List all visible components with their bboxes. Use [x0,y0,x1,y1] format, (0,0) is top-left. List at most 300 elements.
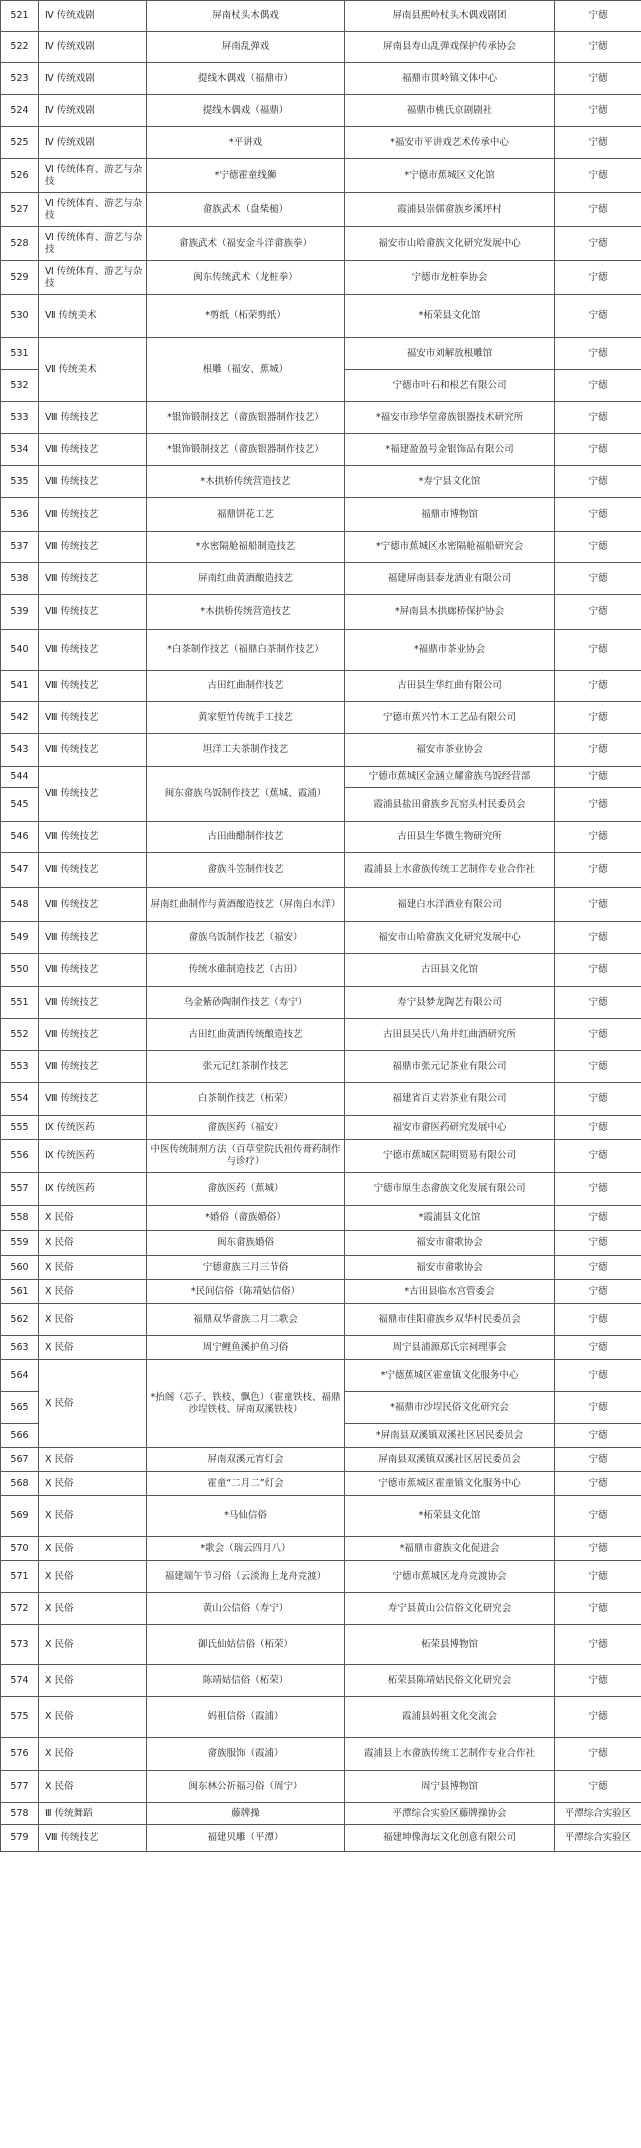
region-cell: 宁德 [555,1083,641,1116]
row-number-cell: 538 [1,563,39,595]
item-name-cell: 屏南杖头木偶戏 [147,1,345,32]
item-name-cell: *宁德霍童线狮 [147,159,345,193]
row-number-cell: 548 [1,888,39,922]
category-cell: Ⅷ 传统技艺 [39,954,147,987]
category-cell: Ⅷ 传统技艺 [39,402,147,434]
region-cell: 宁德 [555,1019,641,1051]
category-cell: Ⅳ 传统戏剧 [39,32,147,63]
row-number-cell: 546 [1,822,39,853]
table-row [1,159,641,193]
region-cell: 宁德 [555,193,641,227]
table-row [1,922,641,954]
row-number-cell: 532 [1,370,39,402]
protection-unit-cell: 霞浦县妈祖文化交流会 [345,1697,555,1738]
item-name-cell: 霍童“二月二”灯会 [147,1472,345,1496]
region-cell: 宁德 [555,63,641,95]
region-cell: 宁德 [555,1360,641,1392]
row-number-cell: 544 [1,767,39,788]
table-row [1,1206,641,1231]
protection-unit-cell: 宁德市龙桩拳协会 [345,261,555,295]
protection-unit-cell: 古田县生华微生物研究所 [345,822,555,853]
protection-unit-cell: 福安市畲歌协会 [345,1256,555,1280]
table-row [1,1561,641,1593]
table-row [1,1697,641,1738]
item-name-cell: 根雕（福安、蕉城） [147,338,345,402]
row-number-cell: 556 [1,1140,39,1173]
row-number-cell: 554 [1,1083,39,1116]
protection-unit-cell: 福建屏南县泰龙酒业有限公司 [345,563,555,595]
protection-unit-cell: 福安市山哈畲族文化研究发展中心 [345,227,555,261]
row-number-cell: 525 [1,127,39,159]
table-row [1,1,641,32]
protection-unit-cell: *福鼎市畲族文化促进会 [345,1537,555,1561]
row-number-cell: 541 [1,671,39,702]
category-cell: Ⅳ 传统戏剧 [39,1,147,32]
region-cell: 宁德 [555,1625,641,1665]
table-row [1,1771,641,1803]
category-cell: Ⅶ 传统美术 [39,295,147,338]
protection-unit-cell: 福鼎市贯岭镇文体中心 [345,63,555,95]
table-row [1,532,641,563]
protection-unit-cell: 福鼎市张元记茶业有限公司 [345,1051,555,1083]
protection-unit-cell: 福安市刘解放根雕馆 [345,338,555,370]
item-name-cell: *白茶制作技艺（福鼎白茶制作技艺） [147,630,345,671]
protection-unit-cell: 古田县生华红曲有限公司 [345,671,555,702]
row-number-cell: 526 [1,159,39,193]
region-cell: 宁德 [555,1537,641,1561]
table-row [1,1625,641,1665]
category-cell: Ⅹ 民俗 [39,1697,147,1738]
table-row [1,498,641,532]
table-row [1,1231,641,1256]
category-cell: Ⅹ 民俗 [39,1360,147,1448]
row-number-cell: 570 [1,1537,39,1561]
region-cell: 宁德 [555,295,641,338]
region-cell: 宁德 [555,1206,641,1231]
item-name-cell: 提线木偶戏（福鼎） [147,95,345,127]
category-cell: Ⅹ 民俗 [39,1665,147,1697]
table-row [1,1803,641,1825]
category-cell: Ⅶ 传统美术 [39,338,147,402]
item-name-cell: 畲族斗笠制作技艺 [147,853,345,888]
table-row [1,1738,641,1771]
region-cell: 宁德 [555,954,641,987]
protection-unit-cell: 福安市畲歌协会 [345,1231,555,1256]
category-cell: Ⅷ 传统技艺 [39,630,147,671]
category-cell: Ⅷ 传统技艺 [39,822,147,853]
category-cell: Ⅷ 传统技艺 [39,563,147,595]
table-row [1,822,641,853]
table-row [1,63,641,95]
protection-unit-cell: 宁德市蕉城区龙舟竞渡协会 [345,1561,555,1593]
category-cell: Ⅹ 民俗 [39,1280,147,1304]
row-number-cell: 574 [1,1665,39,1697]
table-row [1,1140,641,1173]
row-number-cell: 536 [1,498,39,532]
category-cell: Ⅹ 民俗 [39,1231,147,1256]
protection-unit-cell: 周宁县浦源郑氏宗祠理事会 [345,1336,555,1360]
item-name-cell: 妈祖信俗（霞浦） [147,1697,345,1738]
table-row [1,95,641,127]
category-cell: Ⅸ 传统医药 [39,1173,147,1206]
region-cell: 宁德 [555,734,641,767]
item-name-cell: 屏南红曲黄酒酿造技艺 [147,563,345,595]
item-name-cell: *剪纸（柘荣剪纸） [147,295,345,338]
row-number-cell: 579 [1,1825,39,1852]
table-row [1,193,641,227]
item-name-cell: 福建贝雕（平潭） [147,1825,345,1852]
item-name-cell: 畲族医药（蕉城） [147,1173,345,1206]
category-cell: Ⅹ 民俗 [39,1472,147,1496]
protection-unit-cell: 屏南县双溪镇双溪社区居民委员会 [345,1448,555,1472]
item-name-cell: *马仙信俗 [147,1496,345,1537]
item-name-cell: 张元记红茶制作技艺 [147,1051,345,1083]
region-cell: 宁德 [555,261,641,295]
category-cell: Ⅷ 传统技艺 [39,888,147,922]
item-name-cell: *婚俗（畲族婚俗） [147,1206,345,1231]
row-number-cell: 521 [1,1,39,32]
protection-unit-cell: *寿宁县文化馆 [345,466,555,498]
protection-unit-cell: 宁德市原生态畲族文化发展有限公司 [345,1173,555,1206]
category-cell: Ⅷ 传统技艺 [39,1825,147,1852]
table-row [1,630,641,671]
table-row [1,595,641,630]
category-cell: Ⅷ 传统技艺 [39,853,147,888]
category-cell: Ⅳ 传统戏剧 [39,127,147,159]
item-name-cell: *歌会（瑞云四月八） [147,1537,345,1561]
protection-unit-cell: *屏南县木拱廊桥保护协会 [345,595,555,630]
row-number-cell: 564 [1,1360,39,1392]
protection-unit-cell: *宁德市蕉城区水密隔舱福船研究会 [345,532,555,563]
item-name-cell: 畲族武术（福安金斗洋畲族拳） [147,227,345,261]
region-cell: 宁德 [555,822,641,853]
row-number-cell: 561 [1,1280,39,1304]
category-cell: Ⅹ 民俗 [39,1771,147,1803]
protection-unit-cell: *柘荣县文化馆 [345,1496,555,1537]
category-cell: Ⅳ 传统戏剧 [39,63,147,95]
item-name-cell: 黄家堑竹传统手工技艺 [147,702,345,734]
item-name-cell: 福建端午节习俗（云淡海上龙舟竞渡） [147,1561,345,1593]
region-cell: 宁德 [555,1140,641,1173]
region-cell: 宁德 [555,767,641,788]
item-name-cell: 坦洋工夫茶制作技艺 [147,734,345,767]
row-number-cell: 576 [1,1738,39,1771]
table-row [1,671,641,702]
row-number-cell: 568 [1,1472,39,1496]
protection-unit-cell: 霞浦县崇儒畲族乡溪坪村 [345,193,555,227]
table-row [1,954,641,987]
protection-unit-cell: *福鼎市沙埕民俗文化研究会 [345,1392,555,1424]
item-name-cell: 传统水碓制造技艺（古田） [147,954,345,987]
item-name-cell: *抬阁（芯子、铁枝、飘色）（霍童铁枝、福鼎沙埕铁枝、屏南双溪铁枝） [147,1360,345,1448]
category-cell: Ⅷ 传统技艺 [39,1051,147,1083]
region-cell: 宁德 [555,227,641,261]
protection-unit-cell: 福鼎市佳阳畲族乡双华村民委员会 [345,1304,555,1336]
protection-unit-cell: 古田县文化馆 [345,954,555,987]
region-cell: 宁德 [555,32,641,63]
protection-unit-cell: *福安市平讲戏艺术传承中心 [345,127,555,159]
item-name-cell: 畲族乌饭制作技艺（福安） [147,922,345,954]
row-number-cell: 565 [1,1392,39,1424]
table-row [1,1116,641,1140]
protection-unit-cell: 周宁县博物馆 [345,1771,555,1803]
table-row [1,1280,641,1304]
region-cell: 宁德 [555,788,641,822]
category-cell: Ⅷ 传统技艺 [39,595,147,630]
protection-unit-cell: 福鼎市桃氏京剧剧社 [345,95,555,127]
protection-unit-cell: 福鼎市博物馆 [345,498,555,532]
region-cell: 宁德 [555,1561,641,1593]
protection-unit-cell: *屏南县双溪镇双溪社区居民委员会 [345,1424,555,1448]
item-name-cell: *银饰锻制技艺（畲族银器制作技艺） [147,402,345,434]
protection-unit-cell: 寿宁县黄山公信俗文化研究会 [345,1593,555,1625]
table-row [1,1019,641,1051]
item-name-cell: 古田红曲黄酒传统酿造技艺 [147,1019,345,1051]
table-row [1,1360,641,1392]
protection-unit-cell: *古田县临水宫管委会 [345,1280,555,1304]
row-number-cell: 577 [1,1771,39,1803]
protection-unit-cell: 古田县吴氏八角井红曲酒研究所 [345,1019,555,1051]
category-cell: Ⅹ 民俗 [39,1537,147,1561]
region-cell: 宁德 [555,1,641,32]
row-number-cell: 522 [1,32,39,63]
row-number-cell: 542 [1,702,39,734]
item-name-cell: 屏南乱弹戏 [147,32,345,63]
category-cell: Ⅹ 民俗 [39,1625,147,1665]
row-number-cell: 531 [1,338,39,370]
category-cell: Ⅲ 传统舞蹈 [39,1803,147,1825]
category-cell: Ⅹ 民俗 [39,1593,147,1625]
item-name-cell: *木拱桥传统营造技艺 [147,466,345,498]
region-cell: 宁德 [555,1392,641,1424]
table-row [1,888,641,922]
item-name-cell: 黄山公信俗（寿宁） [147,1593,345,1625]
row-number-cell: 529 [1,261,39,295]
item-name-cell: *水密隔舱福船制造技艺 [147,532,345,563]
item-name-cell: 畲族武术（盘柴槌） [147,193,345,227]
item-name-cell: *银饰锻制技艺（畲族银器制作技艺） [147,434,345,466]
row-number-cell: 566 [1,1424,39,1448]
row-number-cell: 557 [1,1173,39,1206]
table-row [1,1256,641,1280]
row-number-cell: 572 [1,1593,39,1625]
category-cell: Ⅹ 民俗 [39,1738,147,1771]
category-cell: Ⅷ 传统技艺 [39,734,147,767]
protection-unit-cell: 宁德市蕉城区金涵立耀畲族乌饭经营部 [345,767,555,788]
row-number-cell: 545 [1,788,39,822]
region-cell: 宁德 [555,1051,641,1083]
category-cell: Ⅷ 传统技艺 [39,498,147,532]
row-number-cell: 578 [1,1803,39,1825]
row-number-cell: 530 [1,295,39,338]
region-cell: 宁德 [555,370,641,402]
row-number-cell: 552 [1,1019,39,1051]
table-row [1,1336,641,1360]
region-cell: 宁德 [555,1304,641,1336]
protection-unit-cell: 福建坤像海坛文化创意有限公司 [345,1825,555,1852]
category-cell: Ⅷ 传统技艺 [39,671,147,702]
item-name-cell: 古田红曲制作技艺 [147,671,345,702]
region-cell: 宁德 [555,922,641,954]
row-number-cell: 575 [1,1697,39,1738]
item-name-cell: 白茶制作技艺（柘荣） [147,1083,345,1116]
region-cell: 宁德 [555,595,641,630]
row-number-cell: 562 [1,1304,39,1336]
region-cell: 宁德 [555,1593,641,1625]
item-name-cell: 屏南红曲制作与黄酒酿造技艺（屏南白水洋） [147,888,345,922]
category-cell: Ⅵ 传统体育、游艺与杂技 [39,261,147,295]
category-cell: Ⅵ 传统体育、游艺与杂技 [39,227,147,261]
region-cell: 宁德 [555,95,641,127]
region-cell: 平潭综合实验区 [555,1803,641,1825]
protection-unit-cell: *霞浦县文化馆 [345,1206,555,1231]
row-number-cell: 563 [1,1336,39,1360]
row-number-cell: 573 [1,1625,39,1665]
protection-unit-cell: 宁德市蕉兴竹木工艺品有限公司 [345,702,555,734]
region-cell: 宁德 [555,466,641,498]
protection-unit-cell: 屏南县熙岭杖头木偶戏剧团 [345,1,555,32]
item-name-cell: 周宁鲤鱼溪护鱼习俗 [147,1336,345,1360]
item-name-cell: 宁德畲族三月三节俗 [147,1256,345,1280]
region-cell: 宁德 [555,1665,641,1697]
row-number-cell: 537 [1,532,39,563]
table-body [1,1,641,1852]
protection-unit-cell: *福建盈盈号金银饰品有限公司 [345,434,555,466]
row-number-cell: 551 [1,987,39,1019]
protection-unit-cell: 霞浦县上水畲族传统工艺制作专业合作社 [345,1738,555,1771]
item-name-cell: 陈靖姑信俗（柘荣） [147,1665,345,1697]
region-cell: 宁德 [555,498,641,532]
row-number-cell: 528 [1,227,39,261]
category-cell: Ⅸ 传统医药 [39,1116,147,1140]
region-cell: 宁德 [555,630,641,671]
item-name-cell: 福鼎双华畲族二月二歌会 [147,1304,345,1336]
region-cell: 宁德 [555,532,641,563]
item-name-cell: 闽东林公祈福习俗（周宁） [147,1771,345,1803]
protection-unit-cell: 霞浦县盐田畲族乡瓦窑头村民委员会 [345,788,555,822]
item-name-cell: 藤牌操 [147,1803,345,1825]
table-row [1,338,641,370]
category-cell: Ⅹ 民俗 [39,1561,147,1593]
row-number-cell: 547 [1,853,39,888]
region-cell: 宁德 [555,1116,641,1140]
category-cell: Ⅳ 传统戏剧 [39,95,147,127]
table-row [1,1537,641,1561]
item-name-cell: 提线木偶戏（福鼎市） [147,63,345,95]
category-cell: Ⅷ 传统技艺 [39,532,147,563]
table-row [1,1051,641,1083]
row-number-cell: 550 [1,954,39,987]
table-row [1,32,641,63]
table-row [1,853,641,888]
region-cell: 宁德 [555,1448,641,1472]
row-number-cell: 535 [1,466,39,498]
row-number-cell: 523 [1,63,39,95]
category-cell: Ⅹ 民俗 [39,1496,147,1537]
category-cell: Ⅷ 传统技艺 [39,466,147,498]
row-number-cell: 571 [1,1561,39,1593]
table-row [1,1593,641,1625]
item-name-cell: *平讲戏 [147,127,345,159]
table-row [1,1448,641,1472]
table-row [1,295,641,338]
category-cell: Ⅷ 传统技艺 [39,1083,147,1116]
row-number-cell: 524 [1,95,39,127]
item-name-cell: 闽东畲族乌饭制作技艺（蕉城、霞浦） [147,767,345,822]
row-number-cell: 560 [1,1256,39,1280]
row-number-cell: 569 [1,1496,39,1537]
protection-unit-cell: 平潭综合实验区藤牌操协会 [345,1803,555,1825]
table-row [1,1173,641,1206]
table-row [1,227,641,261]
region-cell: 宁德 [555,702,641,734]
region-cell: 宁德 [555,1336,641,1360]
protection-unit-cell: *福安市珍华堂畲族银器技术研究所 [345,402,555,434]
table-row [1,702,641,734]
region-cell: 宁德 [555,402,641,434]
item-name-cell: 乌金紫砂陶制作技艺（寿宁） [147,987,345,1019]
region-cell: 宁德 [555,563,641,595]
item-name-cell: *民间信俗（陈靖姑信俗） [147,1280,345,1304]
row-number-cell: 549 [1,922,39,954]
region-cell: 宁德 [555,1280,641,1304]
item-name-cell: 屏南双溪元宵灯会 [147,1448,345,1472]
row-number-cell: 534 [1,434,39,466]
region-cell: 宁德 [555,127,641,159]
category-cell: Ⅹ 民俗 [39,1304,147,1336]
item-name-cell: 闽东传统武术（龙桩拳） [147,261,345,295]
category-cell: Ⅷ 传统技艺 [39,987,147,1019]
region-cell: 宁德 [555,853,641,888]
category-cell: Ⅷ 传统技艺 [39,702,147,734]
region-cell: 宁德 [555,1472,641,1496]
category-cell: Ⅹ 民俗 [39,1256,147,1280]
protection-unit-cell: 福安市茶业协会 [345,734,555,767]
protection-unit-cell: 柘荣县博物馆 [345,1625,555,1665]
row-number-cell: 540 [1,630,39,671]
category-cell: Ⅸ 传统医药 [39,1140,147,1173]
table-row [1,1496,641,1537]
category-cell: Ⅹ 民俗 [39,1448,147,1472]
table-row [1,1665,641,1697]
category-cell: Ⅵ 传统体育、游艺与杂技 [39,193,147,227]
region-cell: 宁德 [555,159,641,193]
row-number-cell: 543 [1,734,39,767]
item-name-cell: 闽东畲族婚俗 [147,1231,345,1256]
table-row [1,434,641,466]
region-cell: 宁德 [555,1231,641,1256]
category-cell: Ⅷ 传统技艺 [39,1019,147,1051]
protection-unit-cell: 霞浦县上水畲族传统工艺制作专业合作社 [345,853,555,888]
table-row [1,767,641,788]
item-name-cell: 福鼎饼花工艺 [147,498,345,532]
table-row [1,1083,641,1116]
item-name-cell: 畲族服饰（霞浦） [147,1738,345,1771]
table-row [1,734,641,767]
category-cell: Ⅵ 传统体育、游艺与杂技 [39,159,147,193]
protection-unit-cell: 宁德市蕉城区霍童镇文化服务中心 [345,1472,555,1496]
category-cell: Ⅹ 民俗 [39,1206,147,1231]
region-cell: 宁德 [555,1697,641,1738]
protection-unit-cell: 寿宁县梦龙陶艺有限公司 [345,987,555,1019]
table-row [1,987,641,1019]
item-name-cell: 中医传统制剂方法（百草堂院氏祖传膏药制作与诊疗） [147,1140,345,1173]
protection-unit-cell: 福安市畲医药研究发展中心 [345,1116,555,1140]
row-number-cell: 527 [1,193,39,227]
region-cell: 宁德 [555,888,641,922]
region-cell: 宁德 [555,671,641,702]
item-name-cell: *木拱桥传统营造技艺 [147,595,345,630]
